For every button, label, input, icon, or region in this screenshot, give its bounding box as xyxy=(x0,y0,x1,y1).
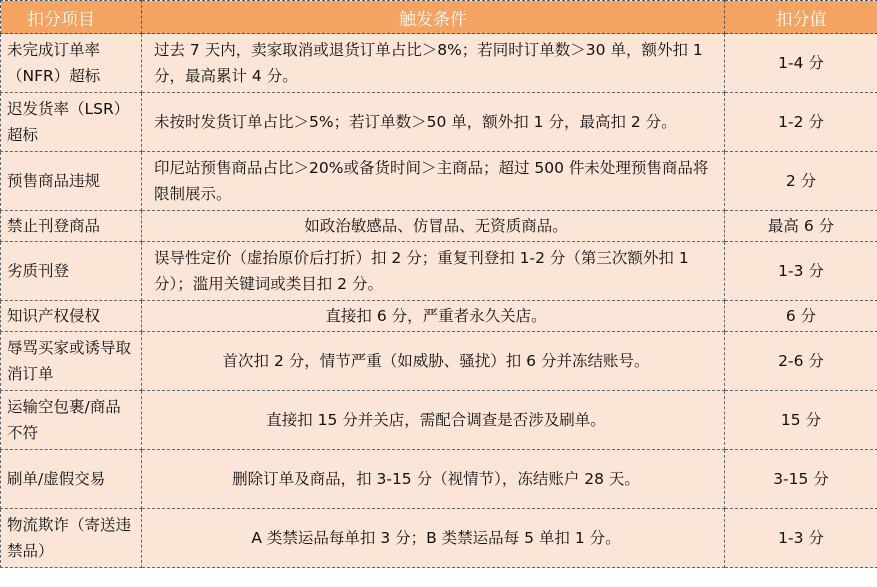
row-item: 物流欺诈（寄送违禁品） xyxy=(1,509,142,568)
row-condition: 如政治敏感品、仿冒品、无资质商品。 xyxy=(142,211,725,242)
row-condition: 误导性定价（虚抬原价后打折）扣 2 分；重复刊登扣 1-2 分（第三次额外扣 1 分）；滥用关键词或类目扣 2 分。 xyxy=(142,242,725,301)
row-score: 2-6 分 xyxy=(725,332,877,391)
header-condition: 触发条件 xyxy=(142,1,725,34)
table-row xyxy=(1,211,877,242)
table-row xyxy=(1,242,877,301)
row-item: 运输空包裹/商品不符 xyxy=(1,391,142,450)
row-item: 未完成订单率（NFR）超标 xyxy=(1,34,142,93)
row-score: 3-15 分 xyxy=(725,450,877,509)
row-condition: 直接扣 15 分并关店，需配合调查是否涉及刷单。 xyxy=(142,391,725,450)
row-item: 劣质刊登 xyxy=(1,242,142,301)
table-row xyxy=(1,332,877,391)
row-score: 15 分 xyxy=(725,391,877,450)
table-row xyxy=(1,34,877,93)
row-condition: 删除订单及商品，扣 3-15 分（视情节），冻结账户 28 天。 xyxy=(142,450,725,509)
table-row xyxy=(1,509,877,568)
row-score: 最高 6 分 xyxy=(725,211,877,242)
row-item: 刷单/虚假交易 xyxy=(1,450,142,509)
table-row xyxy=(1,450,877,509)
table-row xyxy=(1,93,877,152)
row-condition: A 类禁运品每单扣 3 分；B 类禁运品每 5 单扣 1 分。 xyxy=(142,509,725,568)
header-item: 扣分项目 xyxy=(1,1,142,34)
table-row xyxy=(1,301,877,332)
row-score: 1-2 分 xyxy=(725,93,877,152)
table-row xyxy=(1,152,877,211)
row-condition: 未按时发货订单占比＞5%；若订单数＞50 单，额外扣 1 分，最高扣 2 分。 xyxy=(142,93,725,152)
row-item: 知识产权侵权 xyxy=(1,301,142,332)
row-score: 6 分 xyxy=(725,301,877,332)
row-item: 迟发货率（LSR）超标 xyxy=(1,93,142,152)
row-condition: 直接扣 6 分，严重者永久关店。 xyxy=(142,301,725,332)
table-header-row xyxy=(1,1,877,34)
row-score: 2 分 xyxy=(725,152,877,211)
row-item: 辱骂买家或诱导取消订单 xyxy=(1,332,142,391)
row-item: 预售商品违规 xyxy=(1,152,142,211)
table-row xyxy=(1,391,877,450)
header-score: 扣分值 xyxy=(725,1,877,34)
row-condition: 过去 7 天内，卖家取消或退货订单占比＞8%；若同时订单数＞30 单，额外扣 1 分，最高累计 4 分。 xyxy=(142,34,725,93)
row-condition: 首次扣 2 分，情节严重（如威胁、骚扰）扣 6 分并冻结账号。 xyxy=(142,332,725,391)
row-score: 1-3 分 xyxy=(725,509,877,568)
row-score: 1-4 分 xyxy=(725,34,877,93)
row-item: 禁止刊登商品 xyxy=(1,211,142,242)
row-condition: 印尼站预售商品占比＞20%或备货时间＞主商品；超过 500 件未处理预售商品将限制展示。 xyxy=(142,152,725,211)
row-score: 1-3 分 xyxy=(725,242,877,301)
